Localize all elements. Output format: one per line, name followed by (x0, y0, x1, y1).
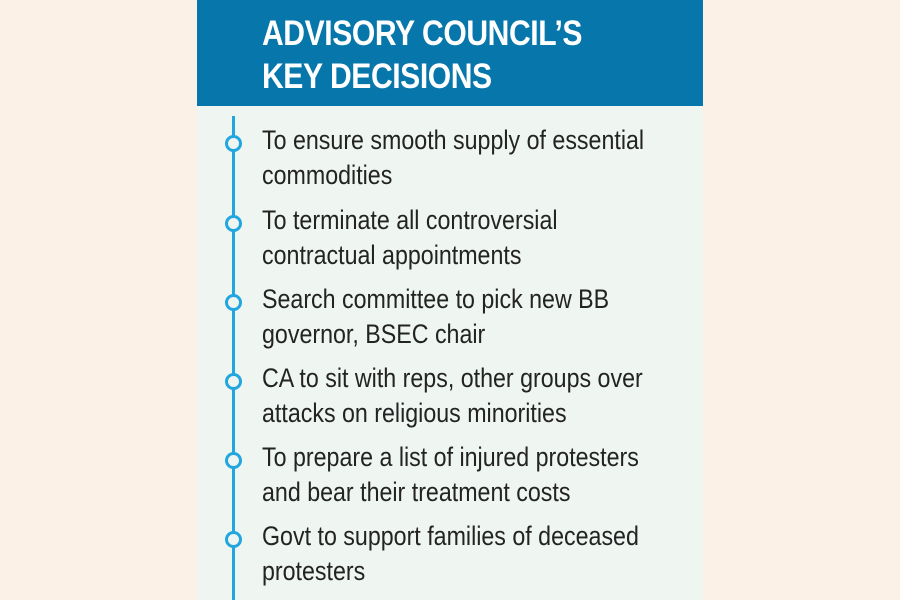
decision-text (262, 282, 666, 352)
decision-item (197, 203, 703, 275)
timeline-dot-icon (225, 373, 242, 390)
decision-item (197, 282, 703, 354)
decision-line-1: To prepare a list of injured protesters (262, 442, 639, 472)
timeline-dot-icon (225, 294, 242, 311)
timeline-dot-icon (225, 452, 242, 469)
decision-line-2: governor, BSEC chair (262, 319, 486, 349)
decision-line-2: protesters (262, 556, 366, 586)
decision-text (262, 361, 666, 431)
title-line-1: ADVISORY COUNCIL’S (262, 14, 583, 53)
decision-text (262, 440, 666, 510)
page-title (262, 12, 632, 98)
decision-line-2: commodities (262, 160, 393, 190)
decision-text (262, 519, 666, 589)
header-banner (197, 0, 703, 106)
decision-line-1: CA to sit with reps, other groups over (262, 363, 643, 393)
infographic-card (197, 0, 703, 600)
decision-line-1: To ensure smooth supply of essential (262, 125, 645, 155)
decision-line-1: Govt to support families of deceased (262, 521, 639, 551)
decision-line-2: and bear their treatment costs (262, 477, 571, 507)
decision-item (197, 519, 703, 591)
decision-item (197, 123, 703, 195)
decision-text (262, 123, 666, 193)
decision-line-2: attacks on religious minorities (262, 398, 567, 428)
decision-line-2: contractual appointments (262, 240, 522, 270)
decision-item (197, 440, 703, 512)
decision-text (262, 203, 666, 273)
timeline-dot-icon (225, 135, 242, 152)
timeline-dot-icon (225, 531, 242, 548)
decision-line-1: To terminate all controversial (262, 205, 558, 235)
decision-line-1: Search committee to pick new BB (262, 284, 610, 314)
decision-item (197, 361, 703, 433)
timeline-dot-icon (225, 215, 242, 232)
title-line-2: KEY DECISIONS (262, 57, 492, 96)
